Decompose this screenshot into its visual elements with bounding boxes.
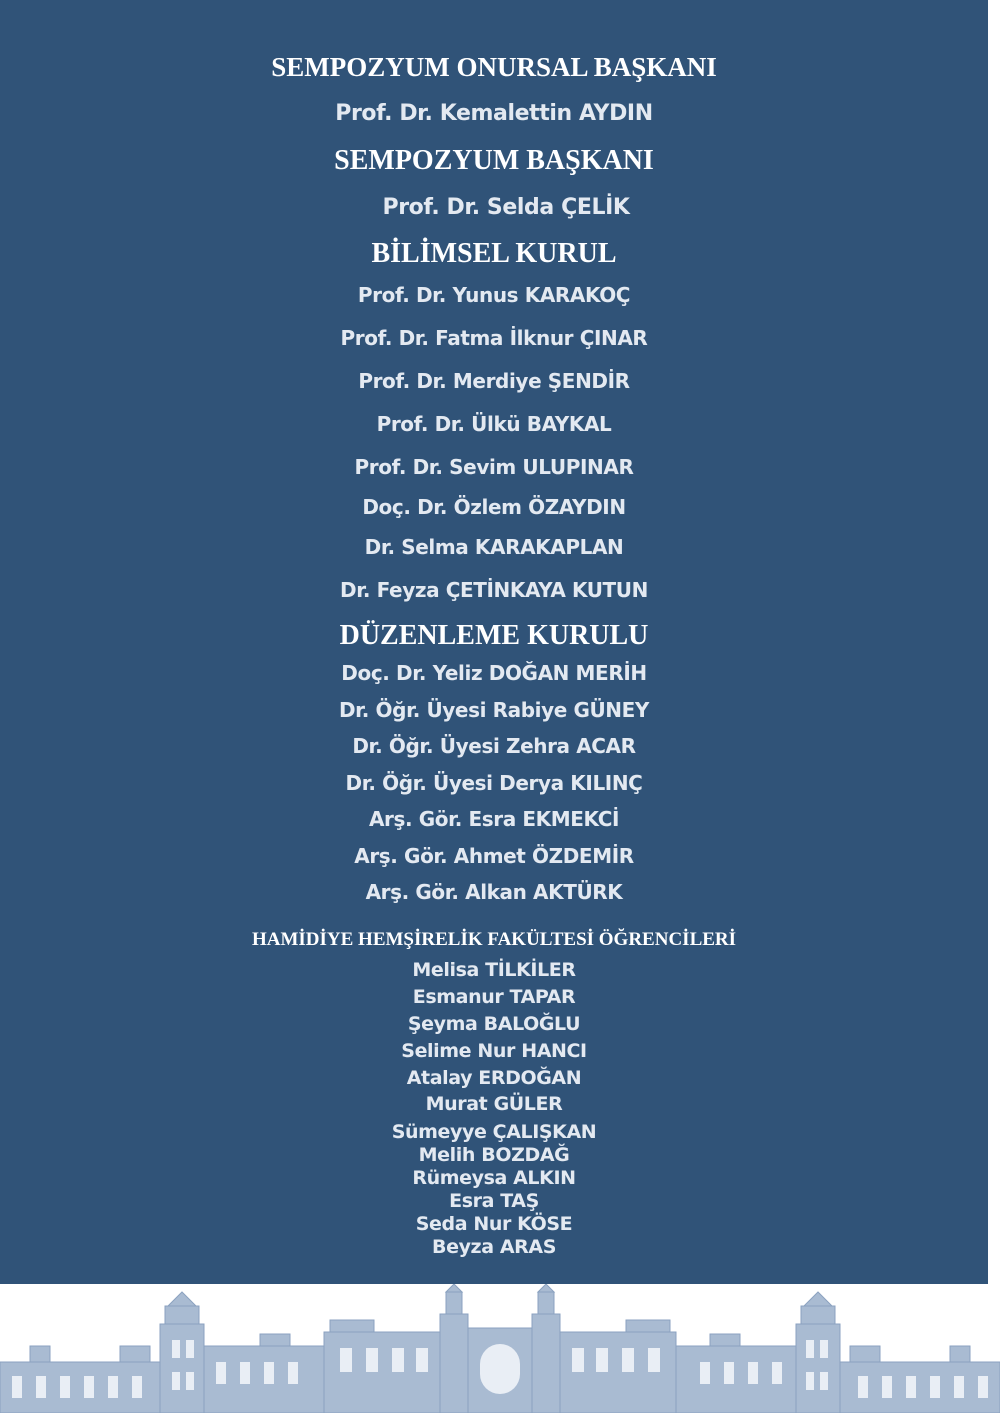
scientific-committee-member: Dr. Selma KARAKAPLAN — [364, 535, 624, 559]
scientific-committee-member: Prof. Dr. Sevim ULUPINAR — [354, 455, 634, 479]
honorary-chair-heading: SEMPOZYUM ONURSAL BAŞKANI — [271, 52, 717, 82]
students-heading: HAMİDİYE HEMŞİRELİK FAKÜLTESİ ÖĞRENCİLERİ — [251, 929, 737, 950]
scientific-committee-member: Doç. Dr. Özlem ÖZAYDIN — [362, 495, 626, 519]
scientific-committee-member: Prof. Dr. Ülkü BAYKAL — [376, 412, 612, 436]
organizing-committee-heading: DÜZENLEME KURULU — [339, 620, 649, 651]
scientific-committee-member: Prof. Dr. Fatma İlknur ÇINAR — [340, 326, 648, 350]
student-name: Sümeyye ÇALIŞKAN — [391, 1121, 597, 1143]
student-name: Rümeysa ALKIN — [412, 1167, 576, 1189]
building-skyline-illustration — [0, 1284, 1000, 1413]
student-name: Beyza ARAS — [432, 1236, 556, 1258]
student-name: Melisa TİLKİLER — [412, 959, 576, 981]
organizing-committee-member: Dr. Öğr. Üyesi Rabiye GÜNEY — [338, 698, 649, 722]
scientific-committee-member: Prof. Dr. Yunus KARAKOÇ — [357, 283, 631, 307]
scientific-committee-member: Dr. Feyza ÇETİNKAYA KUTUN — [340, 578, 648, 602]
student-name: Seda Nur KÖSE — [415, 1213, 573, 1235]
student-name: Esra TAŞ — [449, 1190, 539, 1212]
organizing-committee-member: Dr. Öğr. Üyesi Derya KILINÇ — [345, 771, 643, 795]
organizing-committee-member: Doç. Dr. Yeliz DOĞAN MERİH — [341, 661, 647, 685]
student-name: Şeyma BALOĞLU — [407, 1013, 581, 1035]
student-name: Atalay ERDOĞAN — [406, 1067, 582, 1089]
scientific-committee-heading: BİLİMSEL KURUL — [371, 238, 617, 269]
chair-heading: SEMPOZYUM BAŞKANI — [334, 145, 654, 176]
chair-name: Prof. Dr. Selda ÇELİK — [382, 195, 630, 220]
student-name: Melih BOZDAĞ — [418, 1144, 570, 1166]
scientific-committee-member: Prof. Dr. Merdiye ŞENDİR — [358, 369, 630, 393]
organizing-committee-member: Arş. Gör. Esra EKMEKCİ — [368, 807, 620, 831]
organizing-committee-member: Dr. Öğr. Üyesi Zehra ACAR — [352, 734, 636, 758]
student-name: Murat GÜLER — [425, 1093, 563, 1115]
student-name: Esmanur TAPAR — [412, 986, 576, 1008]
honorary-chair-name: Prof. Dr. Kemalettin AYDIN — [335, 101, 653, 126]
organizing-committee-member: Arş. Gör. Ahmet ÖZDEMİR — [354, 844, 634, 868]
organizing-committee-member: Arş. Gör. Alkan AKTÜRK — [365, 880, 623, 904]
student-name: Selime Nur HANCI — [401, 1040, 587, 1062]
